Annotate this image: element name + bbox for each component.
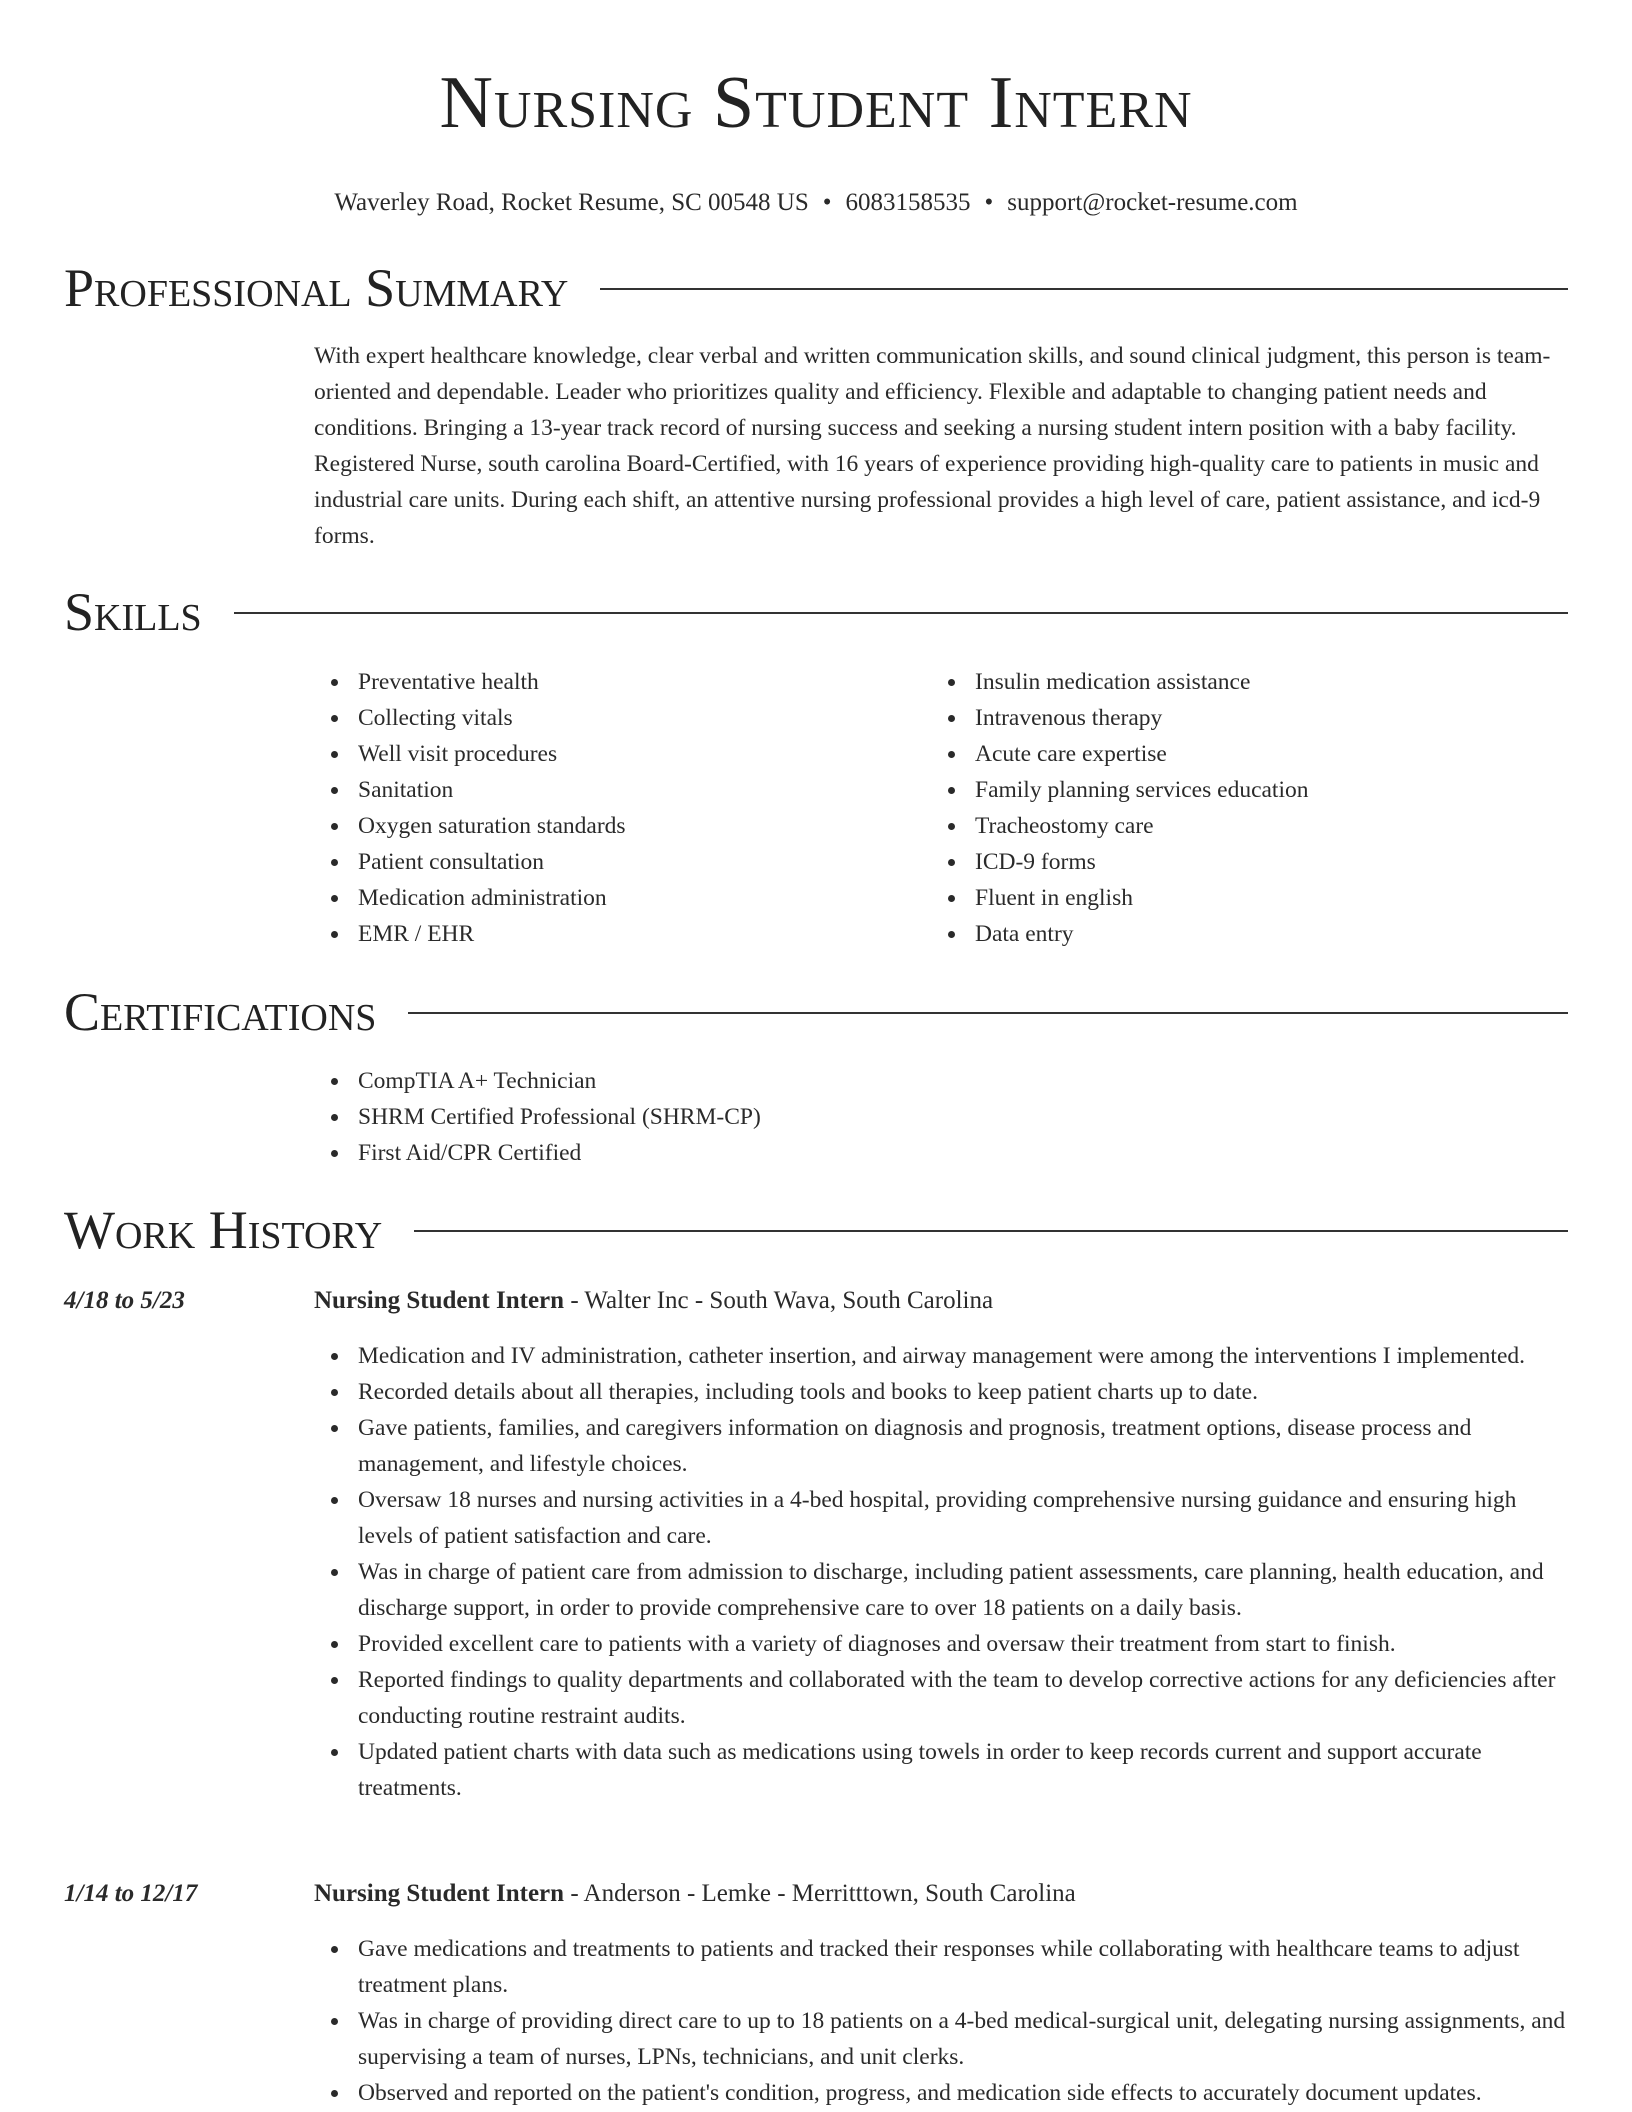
skill-item: Medication administration [314,880,874,916]
summary-text: With expert healthcare knowledge, clear verbal and written communication skills, and sound clinical judgment, this person is team-oriented and dependable. Leader who prioritizes quality and efficiency. Flexible and adaptable to changing patient needs and conditions. Bringing a 13-year track record of nursing success and seeking a nursing student intern position with a baby facility. Registered Nurse, south carolina Board-Certified, with 16 years of experience providing high-quality care to patients in music and industrial care units. During each shift, an attentive nursing professional provides a high level of care, patient assistance, and icd-9 forms. [314,343,1551,549]
job-dates: 4/18 to 5/23 [64,1287,185,1314]
job-dates: 1/14 to 12/17 [64,1880,198,1907]
certifications-list [314,1063,1568,1171]
job-role: Nursing Student Intern [314,1287,565,1314]
work-history-heading [64,1198,1568,1262]
certifications-heading [64,980,1568,1044]
certification-item: First Aid/CPR Certified [314,1135,1568,1171]
skills-title: Skills [64,582,202,642]
job-duty-item: Reported findings to quality departments and collaborated with the team to develop corrective actions for any deficiencies after conducting routine restraint audits. [314,1662,1568,1734]
job-duties-list [314,1338,1568,1806]
resume-header [0,58,1632,220]
section-divider [234,612,1568,614]
skills-heading [64,580,1568,644]
job-duty-item: Recorded details about all therapies, including tools and books to keep patient charts up to date. [314,1374,1568,1410]
job-duty-item: Observed and reported on the patient's condition, progress, and medication side effects to accurately document updates. [314,2075,1568,2111]
section-divider [408,1012,1568,1014]
skill-item: Sanitation [314,772,874,808]
section-divider [414,1230,1568,1232]
skill-item: Well visit procedures [314,736,874,772]
certification-item: SHRM Certified Professional (SHRM-CP) [314,1099,1568,1135]
skill-item: Collecting vitals [314,700,874,736]
job-duties-list [314,1931,1568,2111]
skill-item: ICD-9 forms [931,844,1491,880]
contact-email: support@rocket-resume.com [1007,189,1298,216]
skill-item: Patient consultation [314,844,874,880]
skills-left-list [314,664,874,952]
contact-separator: • [984,189,994,216]
summary-heading [64,256,1568,320]
candidate-name: Nursing Student Intern [439,62,1193,144]
job-duty-item: Updated patient charts with data such as medications using towels in order to keep records current and support accurate treatments. [314,1734,1568,1806]
job-duty-item: Was in charge of patient care from admission to discharge, including patient assessments, care planning, health education, and discharge support, in order to provide comprehensive care to over 18 patients on a daily basis. [314,1554,1568,1626]
job-title-line [314,1877,1076,1911]
skill-item: Insulin medication assistance [931,664,1491,700]
skills-right-column [931,664,1491,952]
skill-item: Tracheostomy care [931,808,1491,844]
skill-item: Oxygen saturation standards [314,808,874,844]
job-employer-location: - Walter Inc - South Wava, South Carolina [564,1287,994,1314]
skill-item: Intravenous therapy [931,700,1491,736]
job-employer-location: - Anderson - Lemke - Merritttown, South Carolina [564,1880,1076,1907]
job-duty-item: Provided excellent care to patients with a variety of diagnoses and oversaw their treatment from start to finish. [314,1626,1568,1662]
job-duty-item: Medication and IV administration, catheter insertion, and airway management were among the interventions I implemented. [314,1338,1568,1374]
skills-left-column [314,664,874,952]
certification-item: CompTIA A+ Technician [314,1063,1568,1099]
skill-item: Family planning services education [931,772,1491,808]
skill-item: EMR / EHR [314,916,874,952]
skill-item: Fluent in english [931,880,1491,916]
contact-phone: 6083158535 [845,189,971,216]
section-divider [600,288,1568,290]
job-title-line [314,1284,993,1318]
skill-item: Acute care expertise [931,736,1491,772]
skill-item: Data entry [931,916,1491,952]
job-duty-item: Gave patients, families, and caregivers information on diagnosis and prognosis, treatment options, disease process and management, and lifestyle choices. [314,1410,1568,1482]
job-duty-item: Was in charge of providing direct care to up to 18 patients on a 4-bed medical-surgical unit, delegating nursing assignments, and supervising a team of nurses, LPNs, technicians, and unit clerks. [314,2003,1568,2075]
skills-right-list [931,664,1491,952]
job-duty-item: Oversaw 18 nurses and nursing activities in a 4-bed hospital, providing comprehensive nursing guidance and ensuring high levels of patient satisfaction and care. [314,1482,1568,1554]
work-history-title: Work History [64,1200,383,1260]
summary-title: Professional Summary [64,258,569,318]
job-role: Nursing Student Intern [314,1880,565,1907]
job-duty-item: Gave medications and treatments to patients and tracked their responses while collaborating with healthcare teams to adjust treatment plans. [314,1931,1568,2003]
contact-separator: • [822,189,832,216]
skill-item: Preventative health [314,664,874,700]
contact-line [0,186,1632,220]
contact-address: Waverley Road, Rocket Resume, SC 00548 US [334,189,809,216]
certifications-title: Certifications [64,982,377,1042]
